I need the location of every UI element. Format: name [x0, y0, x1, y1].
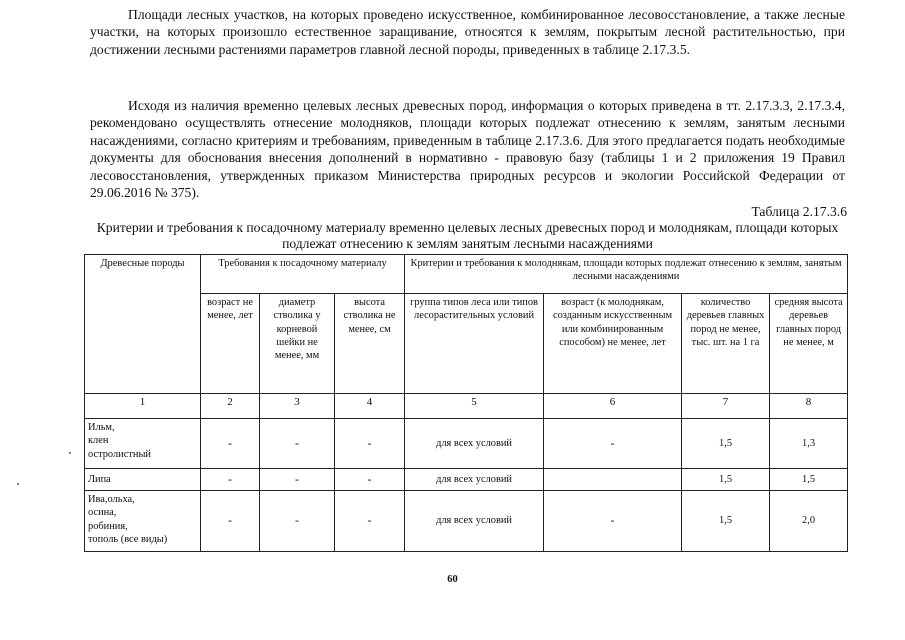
table-cell: 1,5 [682, 419, 770, 469]
header-young-stands: Критерии и требования к молоднякам, площади которых подлежат отнесению к землям, занятым лесными насаждениями [405, 255, 848, 294]
column-number: 1 [85, 394, 201, 419]
species-line: осина, [88, 507, 117, 519]
table-cell: для всех условий [405, 419, 544, 469]
paragraph-1: Площади лесных участков, на которых проведено искусственное, комбинированное лесовосстановление, а также лесные участки, на которых произошло естественное заращивание, относятся к землям, покрытым лесной растительностью, при достижении лесными растениями параметров главной лесной породы, приведенных в таблице 2.17.3.5. [90, 7, 845, 57]
column-number: 6 [544, 394, 682, 419]
subheader-mean-height: средняя высота деревьев главных пород не менее, м [770, 294, 848, 394]
species-cell [85, 491, 201, 552]
column-number: 2 [201, 394, 260, 419]
species-line: остролистный [88, 448, 151, 460]
table-row [85, 419, 848, 469]
table-cell: 1,3 [770, 419, 848, 469]
table-cell: - [201, 469, 260, 491]
table-title: Критерии и требования к посадочному материалу временно целевых лесных древесных пород и молоднякам, площади которых подлежат отнесению к землям занятым лесными насаждениями [96, 220, 839, 251]
header-planting-material: Требования к посадочному материалу [201, 255, 405, 294]
paragraph-2: Исходя из наличия временно целевых лесных древесных пород, информация о которых приведена в тт. 2.17.3.3, 2.17.3.4, рекомендовано осуществлять отнесение молодняков, площади которых подлежат отнесению к землям, занятым лесными насаждениями, согласно критериям и требованиям, приведенным в таблице 2.17.3.6. Для этого предлагается подать необходимые документы для обоснования внесения дополнений в нормативно - правовую базу (таблицы 1 и 2 приложения 19 Правил лесовосстановления, утвержденных приказом Министерства природных ресурсов и экологии Российской Федерации от 29.06.2016 № 375). [90, 98, 845, 201]
table-cell: для всех условий [405, 469, 544, 491]
scan-speck [69, 452, 71, 454]
subheader-age: возраст не менее, лет [201, 294, 260, 394]
subheader-forest-type: группа типов леса или типов лесорастительных условий [405, 294, 544, 394]
criteria-table [84, 254, 848, 552]
table-number: Таблица 2.17.3.6 [751, 204, 847, 219]
table-cell: для всех условий [405, 491, 544, 552]
subheader-diameter: диаметр стволика у корневой шейки не менее, мм [260, 294, 335, 394]
page-number: 60 [447, 574, 458, 585]
species-cell [85, 419, 201, 469]
table-cell: 1,5 [770, 469, 848, 491]
subheader-height: высота стволика не менее, см [335, 294, 405, 394]
subheader-tree-count: количество деревьев главных пород не менее, тыс. шт. на 1 га [682, 294, 770, 394]
table-cell: 1,5 [682, 491, 770, 552]
table-cell: - [335, 469, 405, 491]
table-cell: - [544, 419, 682, 469]
column-number: 7 [682, 394, 770, 419]
table-cell: - [260, 491, 335, 552]
column-number: 5 [405, 394, 544, 419]
column-number: 8 [770, 394, 848, 419]
table-cell: - [544, 491, 682, 552]
header-species: Древесные породы [85, 255, 201, 394]
species-line: Липа [88, 473, 111, 485]
table-cell: - [201, 491, 260, 552]
species-cell [85, 469, 201, 491]
species-line: клен [88, 435, 109, 447]
column-number: 3 [260, 394, 335, 419]
column-number: 4 [335, 394, 405, 419]
table-cell: - [335, 491, 405, 552]
table-cell: 2,0 [770, 491, 848, 552]
species-line: тополь (все виды) [88, 533, 168, 545]
table-cell: - [260, 469, 335, 491]
subheader-young-age: возраст (к молоднякам, созданным искусственным или комбинированным способом) не менее, лет [544, 294, 682, 394]
table-cell: 1,5 [682, 469, 770, 491]
table-cell: - [260, 419, 335, 469]
species-line: Ильм, [88, 422, 115, 433]
species-line: робиния, [88, 520, 128, 532]
table-row [85, 469, 848, 491]
table-cell: - [335, 419, 405, 469]
table-cell: - [201, 419, 260, 469]
column-number-row [85, 394, 848, 419]
table-row [85, 491, 848, 552]
scan-speck [17, 483, 19, 485]
table-cell [544, 469, 682, 491]
species-line: Ива,ольха, [88, 494, 135, 505]
